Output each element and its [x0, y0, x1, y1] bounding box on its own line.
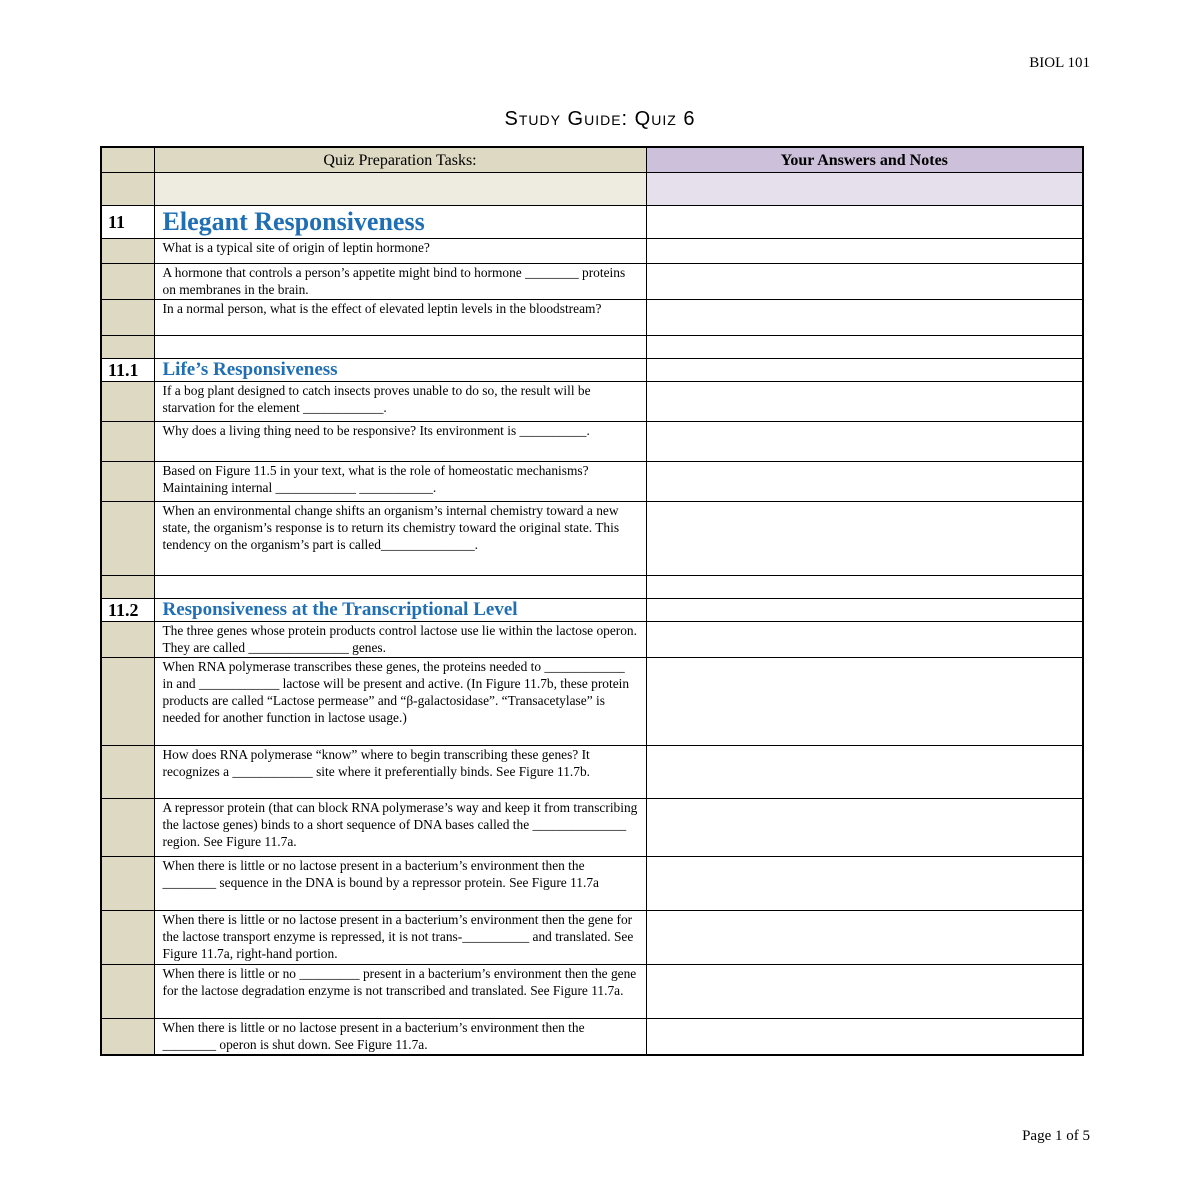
question-row — [101, 746, 1083, 799]
answer-cell[interactable] — [646, 799, 1083, 857]
question-text: In a normal person, what is the effect of elevated leptin levels in the bloodstream? — [154, 300, 646, 336]
section-number: 11.2 — [101, 599, 154, 622]
course-code: BIOL 101 — [1029, 55, 1090, 71]
section-title: Life’s Responsiveness — [162, 359, 338, 380]
answer-cell[interactable] — [646, 206, 1083, 239]
question-text: When there is little or no _________ present in a bacterium’s environment then the gene for the lactose degradation enzyme is not transcribed and translated. See Figure 11.7a. — [154, 965, 646, 1019]
section-title-cell — [154, 359, 646, 382]
question-row — [101, 1019, 1083, 1055]
blank-task-cell[interactable] — [154, 173, 646, 206]
section-title: Elegant Responsiveness — [162, 207, 425, 236]
question-text: Based on Figure 11.5 in your text, what is the role of homeostatic mechanisms? Maintaining internal ____________ ___________. — [154, 462, 646, 502]
question-row — [101, 382, 1083, 422]
answer-cell[interactable] — [646, 359, 1083, 382]
answer-cell[interactable] — [646, 422, 1083, 462]
page-number: Page 1 of 5 — [1022, 1128, 1090, 1144]
question-row — [101, 622, 1083, 658]
answer-cell[interactable] — [646, 462, 1083, 502]
question-row — [101, 422, 1083, 462]
answer-cell[interactable] — [646, 1019, 1083, 1055]
header-number-cell — [101, 147, 154, 173]
question-text: If a bog plant designed to catch insects proves unable to do so, the result will be starvation for the element ____________. — [154, 382, 646, 422]
study-guide-table — [100, 146, 1084, 1056]
question-text: Why does a living thing need to be responsive? Its environment is __________. — [154, 422, 646, 462]
table-header-row — [101, 147, 1083, 173]
section-title-cell — [154, 599, 646, 622]
section-row-11 — [101, 206, 1083, 239]
spacer-row — [101, 576, 1083, 599]
question-row — [101, 965, 1083, 1019]
header-tasks: Quiz Preparation Tasks: — [154, 147, 646, 173]
answer-cell[interactable] — [646, 336, 1083, 359]
question-row — [101, 658, 1083, 746]
answer-cell[interactable] — [646, 599, 1083, 622]
blank-row — [101, 173, 1083, 206]
question-text: When RNA polymerase transcribes these genes, the proteins needed to ____________ in and ____________ lactose will be present and active. (In Figure 11.7b, these protein products are called “Lactose permease” and “β-galactosidase”. “Transacetylase” is needed for another function in lactose usage.) — [154, 658, 646, 746]
answer-cell[interactable] — [646, 502, 1083, 576]
question-text: What is a typical site of origin of leptin hormone? — [154, 239, 646, 264]
question-row — [101, 239, 1083, 264]
question-row — [101, 857, 1083, 911]
section-row-11-2 — [101, 599, 1083, 622]
answer-cell[interactable] — [646, 264, 1083, 300]
question-text: The three genes whose protein products control lactose use lie within the lactose operon. They are called _______________ genes. — [154, 622, 646, 658]
question-row — [101, 502, 1083, 576]
answer-cell[interactable] — [646, 746, 1083, 799]
answer-cell[interactable] — [646, 382, 1083, 422]
question-row — [101, 799, 1083, 857]
section-title-cell — [154, 206, 646, 239]
section-row-11-1 — [101, 359, 1083, 382]
section-number: 11 — [101, 206, 154, 239]
page-title: Study Guide: Quiz 6 — [504, 108, 696, 130]
question-text: How does RNA polymerase “know” where to begin transcribing these genes? It recognizes a ____________ site where it preferentially binds. See Figure 11.7b. — [154, 746, 646, 799]
answer-cell[interactable] — [646, 965, 1083, 1019]
question-row — [101, 300, 1083, 336]
question-row — [101, 462, 1083, 502]
blank-answer-cell[interactable] — [646, 173, 1083, 206]
answer-cell[interactable] — [646, 300, 1083, 336]
question-text: When there is little or no lactose present in a bacterium’s environment then the gene for the lactose transport enzyme is repressed, it is not trans-__________ and translated. See Figure 11.7a, right-hand portion. — [154, 911, 646, 965]
question-text: When there is little or no lactose present in a bacterium’s environment then the ________ operon is shut down. See Figure 11.7a. — [154, 1019, 646, 1055]
answer-cell[interactable] — [646, 622, 1083, 658]
answer-cell[interactable] — [646, 658, 1083, 746]
answer-cell[interactable] — [646, 239, 1083, 264]
answer-cell[interactable] — [646, 857, 1083, 911]
question-text: When there is little or no lactose present in a bacterium’s environment then the ________ sequence in the DNA is bound by a repressor protein. See Figure 11.7a — [154, 857, 646, 911]
spacer-row — [101, 336, 1083, 359]
question-row — [101, 911, 1083, 965]
answer-cell[interactable] — [646, 911, 1083, 965]
section-title: Responsiveness at the Transcriptional Level — [162, 599, 518, 620]
section-number: 11.1 — [101, 359, 154, 382]
question-text: When an environmental change shifts an organism’s internal chemistry toward a new state, the organism’s response is to return its chemistry toward the original state. This tendency on the organism’s part is called______________. — [154, 502, 646, 576]
answer-cell[interactable] — [646, 576, 1083, 599]
header-notes: Your Answers and Notes — [646, 147, 1083, 173]
question-row — [101, 264, 1083, 300]
question-text: A repressor protein (that can block RNA polymerase’s way and keep it from transcribing the lactose genes) binds to a short sequence of DNA bases called the ______________ region. See Figure 11.7a. — [154, 799, 646, 857]
question-text: A hormone that controls a person’s appetite might bind to hormone ________ proteins on membranes in the brain. — [154, 264, 646, 300]
